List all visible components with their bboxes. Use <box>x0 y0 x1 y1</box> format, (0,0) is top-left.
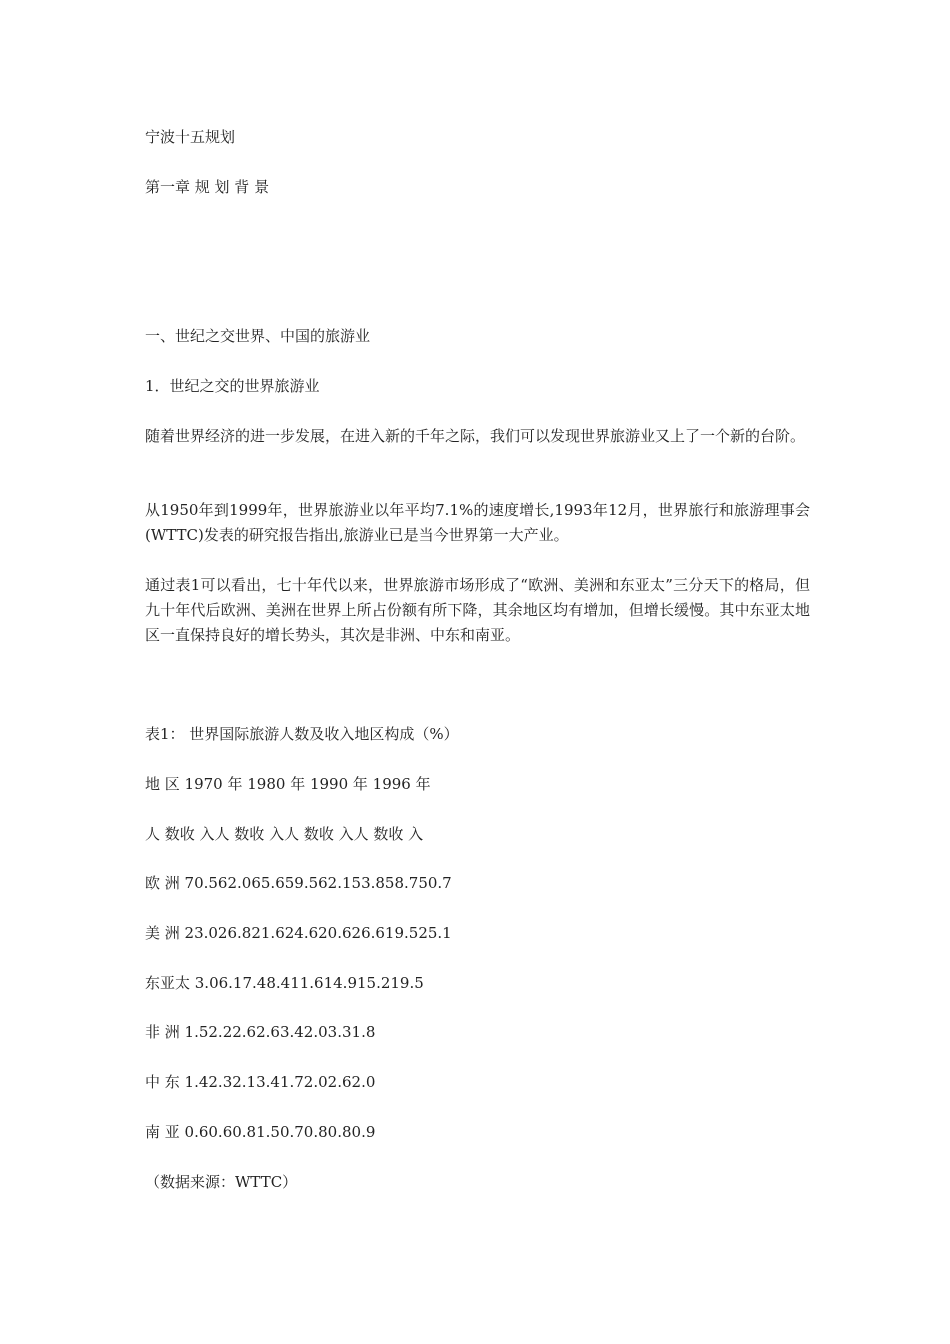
table-header-sub: 人 数收 入人 数收 入人 数收 入人 数收 入 <box>145 825 424 843</box>
table-row: 欧 洲 70.562.065.659.562.153.858.750.7 <box>145 874 452 892</box>
paragraph-1: 随着世界经济的进一步发展，在进入新的千年之际，我们可以发现世界旅游业又上了一个新的台阶。 <box>145 427 806 445</box>
table-row: 非 洲 1.52.22.62.63.42.03.31.8 <box>145 1023 376 1041</box>
paragraph-2: 从1950年到1999年，世界旅游业以年平均7.1%的速度增长,1993年12月，世界旅行和旅游理事会(WTTC)发表的研究报告指出,旅游业已是当今世界第一大产业。 <box>145 501 810 544</box>
chapter-heading: 第一章 规 划 背 景 <box>145 178 270 196</box>
table-header-years: 地 区 1970 年 1980 年 1990 年 1996 年 <box>145 775 431 793</box>
table-source: （数据来源：WTTC） <box>145 1173 298 1191</box>
table-row: 东亚太 3.06.17.48.411.614.915.219.5 <box>145 974 424 992</box>
table-row: 中 东 1.42.32.13.41.72.02.62.0 <box>145 1073 376 1091</box>
subsection-heading: 1．世纪之交的世界旅游业 <box>145 377 320 395</box>
document-title: 宁波十五规划 <box>145 128 236 146</box>
table-row: 南 亚 0.60.60.81.50.70.80.80.9 <box>145 1123 376 1141</box>
section-heading: 一、世纪之交世界、中国的旅游业 <box>145 327 371 345</box>
table-caption: 表1： 世界国际旅游人数及收入地区构成（%） <box>145 725 459 743</box>
table-row: 美 洲 23.026.821.624.620.626.619.525.1 <box>145 924 452 942</box>
paragraph-3: 通过表1可以看出，七十年代以来，世界旅游市场形成了“欧洲、美洲和东亚太”三分天下的格局，但九十年代后欧洲、美洲在世界上所占份额有所下降，其余地区均有增加，但增长缓慢。其中东亚太地区一直保持良好的增长势头，其次是非洲、中东和南亚。 <box>145 576 810 644</box>
